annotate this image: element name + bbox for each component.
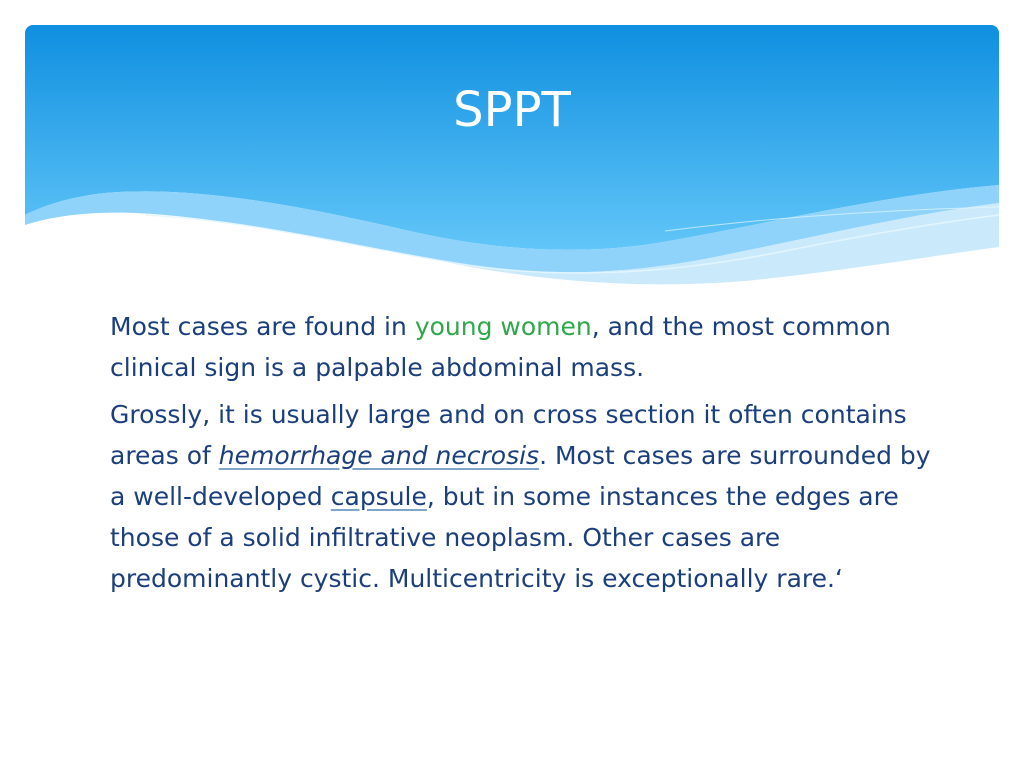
- paragraph-2-text-middle: . Most cases are surrounded by a well-developed: [110, 441, 931, 511]
- paragraph-1-text-start: Most cases are found in: [110, 312, 415, 341]
- paragraph-2: [110, 394, 940, 599]
- paragraph-1: [110, 306, 940, 388]
- header-banner: [25, 25, 999, 290]
- paragraph-1-text-end: , and the most common clinical sign is a palpable abdominal mass.: [110, 312, 891, 382]
- slide-body: [110, 306, 940, 599]
- highlight-young-women: young women: [414, 312, 592, 341]
- header-wave-graphic: [25, 25, 999, 290]
- paragraph-2-text-start: Grossly, it is usually large and on cross section it often contains areas of: [110, 400, 907, 470]
- hemorrhage-necrosis-link[interactable]: hemorrhage and necrosis: [218, 441, 540, 470]
- slide-title: SPPT: [453, 82, 571, 138]
- capsule-link[interactable]: capsule: [330, 482, 427, 511]
- paragraph-2-text-end: , but in some instances the edges are those of a solid infiltrative neoplasm. Other cases are predominantly cystic. Multicentricity is exceptionally rare.‘: [110, 482, 899, 593]
